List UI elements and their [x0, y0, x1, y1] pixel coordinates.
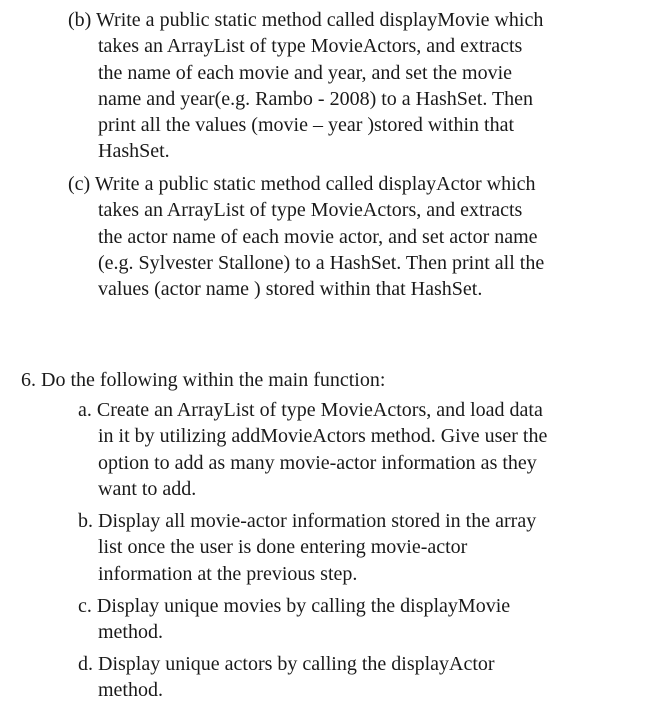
question-6c-paragraph	[78, 593, 634, 646]
question-6c-line-2: method.	[98, 621, 163, 644]
part-c-line-1: (c) Write a public static method called displayActor which	[68, 173, 536, 195]
part-c-line-5: values (actor name ) stored within that HashSet.	[98, 278, 483, 301]
question-6d-line-2: method.	[98, 679, 163, 702]
question-6a-line-4: want to add.	[98, 477, 197, 500]
part-b-paragraph	[68, 7, 634, 165]
part-b-line-4: name and year(e.g. Rambo - 2008) to a HashSet. Then	[98, 87, 534, 110]
question-6a-line-1: a. Create an ArrayList of type MovieActors, and load data	[78, 399, 543, 421]
part-b-line-1: (b) Write a public static method called displayMovie which	[68, 9, 544, 31]
question-6a-line-2: in it by utilizing addMovieActors method. Give user the	[98, 425, 548, 448]
question-6a-line-3: option to add as many movie-actor information as they	[98, 451, 537, 474]
question-6a-paragraph	[78, 397, 634, 502]
question-6b-line-2: list once the user is done entering movie-actor	[98, 536, 468, 559]
part-c-line-3: the actor name of each movie actor, and set actor name	[98, 225, 538, 248]
question-6b-line-3: information at the previous step.	[98, 562, 358, 585]
part-b-line-3: the name of each movie and year, and set the movie	[98, 61, 513, 84]
part-c-paragraph	[68, 171, 634, 302]
question-6d-line-1: d. Display unique actors by calling the displayActor	[78, 653, 495, 675]
question-6-heading: 6. Do the following within the main function:	[21, 369, 386, 391]
part-c-line-4: (e.g. Sylvester Stallone) to a HashSet. Then print all the	[98, 251, 545, 274]
part-b-line-6: HashSet.	[98, 140, 170, 163]
question-6d-paragraph	[78, 651, 634, 704]
part-b-line-5: print all the values (movie – year )stored within that	[98, 114, 514, 137]
part-c-line-2: takes an ArrayList of type MovieActors, and extracts	[98, 199, 523, 222]
question-6b-line-1: b. Display all movie-actor information stored in the array	[78, 510, 537, 532]
question-6b-paragraph	[78, 508, 634, 587]
question-6c-line-1: c. Display unique movies by calling the displayMovie	[78, 595, 511, 617]
part-b-line-2: takes an ArrayList of type MovieActors, and extracts	[98, 35, 523, 58]
